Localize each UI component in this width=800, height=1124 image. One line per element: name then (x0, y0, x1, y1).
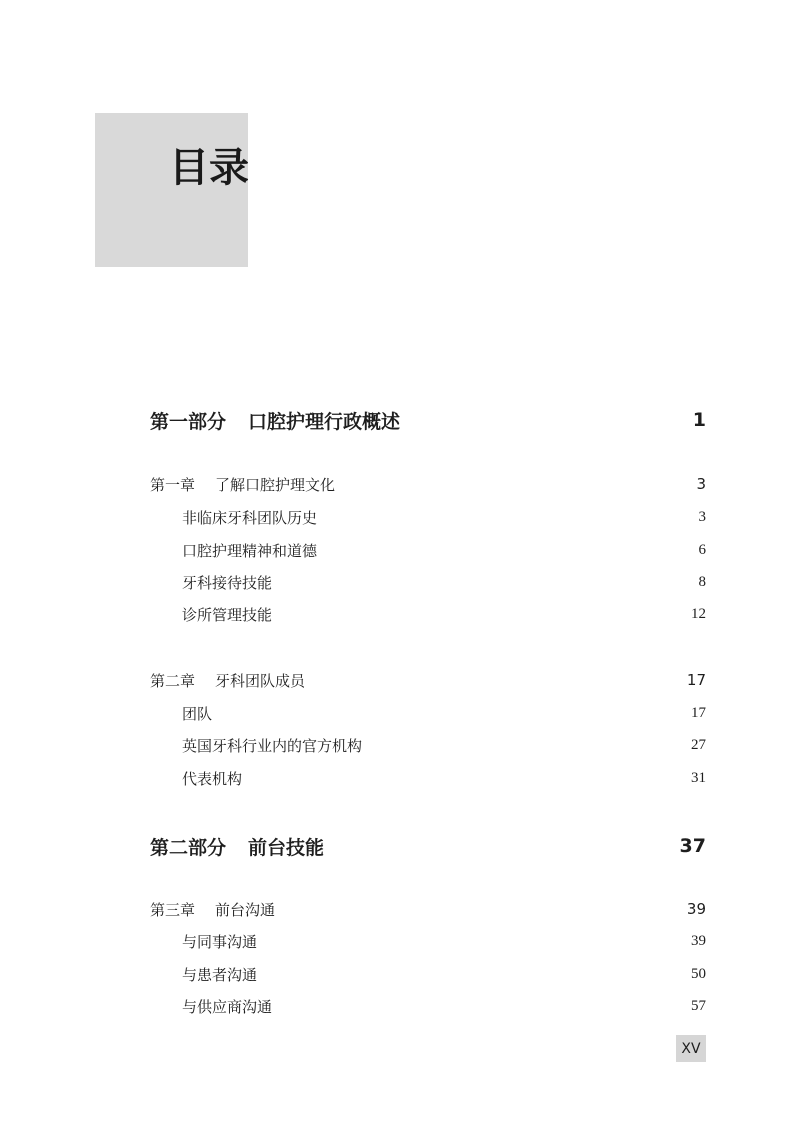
toc-page-number: 8 (698, 573, 706, 590)
toc-chapter-label (150, 899, 275, 920)
toc-page-number: 39 (691, 932, 706, 949)
toc-section-title: 英国牙科行业内的官方机构 (182, 736, 363, 755)
toc-page-number: 50 (691, 965, 706, 982)
toc-section-title: 与供应商沟通 (182, 997, 273, 1016)
toc-section[interactable] (182, 538, 706, 562)
toc-section[interactable] (182, 570, 706, 594)
toc-part-label (150, 833, 324, 860)
toc-chapter-3[interactable] (150, 897, 706, 921)
toc-section[interactable] (182, 701, 706, 725)
toc-chapter-label (150, 474, 335, 495)
toc-section[interactable] (182, 994, 706, 1018)
toc-part-2[interactable] (150, 831, 706, 861)
page-number-badge (676, 1035, 706, 1062)
toc-page-number: 6 (698, 541, 706, 558)
toc-section-title: 与患者沟通 (182, 965, 258, 984)
toc-page-number: 17 (691, 704, 706, 721)
toc-part-number: 第二部分 (150, 836, 227, 859)
toc-part-title: 前台技能 (248, 836, 325, 859)
toc-section-title: 牙科接待技能 (182, 573, 273, 592)
toc-chapter-number: 第二章 (150, 671, 196, 690)
toc-part-1[interactable] (150, 405, 706, 435)
toc-chapter-label (150, 670, 305, 691)
toc-part-title: 口腔护理行政概述 (248, 410, 401, 433)
toc-page-number: 1 (692, 409, 706, 431)
toc-section[interactable] (182, 602, 706, 626)
page-number: XV (681, 1040, 701, 1057)
toc-chapter-title: 了解口腔护理文化 (215, 475, 336, 494)
toc-section[interactable] (182, 505, 706, 529)
toc-section[interactable] (182, 929, 706, 953)
toc-section-title: 非临床牙科团队历史 (182, 508, 318, 527)
toc-page-number: 31 (691, 769, 706, 786)
toc-part-label (150, 407, 400, 434)
toc-section[interactable] (182, 962, 706, 986)
toc-section[interactable] (182, 733, 706, 757)
toc-section-title: 团队 (182, 704, 213, 723)
toc-page-number: 12 (691, 605, 706, 622)
toc-chapter-number: 第三章 (150, 900, 196, 919)
toc-page-number: 3 (696, 475, 706, 493)
toc-page-number: 17 (686, 671, 706, 689)
toc-page-number: 27 (691, 736, 706, 753)
toc-page-number: 39 (686, 900, 706, 918)
toc-chapter-title: 前台沟通 (215, 900, 276, 919)
toc-chapter-1[interactable] (150, 472, 706, 496)
toc-section-title: 与同事沟通 (182, 932, 258, 951)
toc-chapter-number: 第一章 (150, 475, 196, 494)
toc-page-number: 57 (691, 997, 706, 1014)
toc-part-number: 第一部分 (150, 410, 227, 433)
toc-chapter-title: 牙科团队成员 (215, 671, 306, 690)
page-title: 目录 (169, 144, 249, 191)
toc-chapter-2[interactable] (150, 668, 706, 692)
toc-page-number: 37 (679, 835, 706, 857)
toc-page-number: 3 (698, 508, 706, 525)
toc-section-title: 诊所管理技能 (182, 605, 273, 624)
toc-section[interactable] (182, 766, 706, 790)
toc-section-title: 口腔护理精神和道德 (182, 541, 318, 560)
toc-section-title: 代表机构 (182, 769, 243, 788)
